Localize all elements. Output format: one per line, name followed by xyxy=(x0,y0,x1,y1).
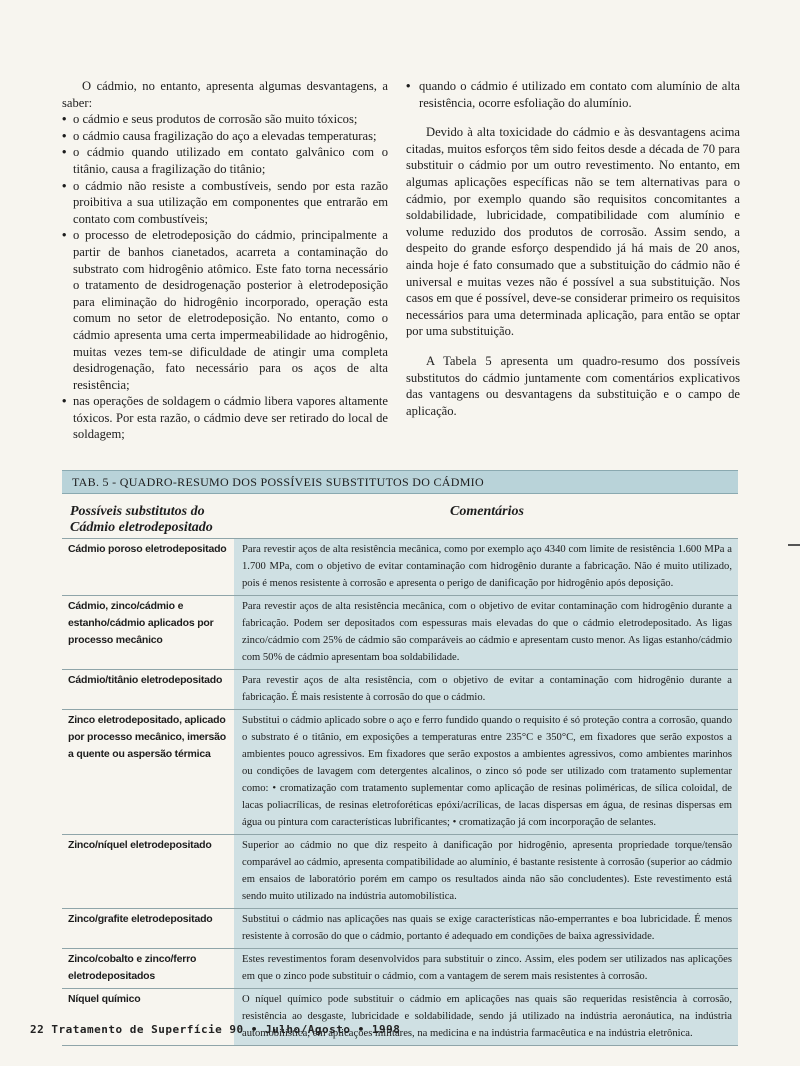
disadvantages-list xyxy=(62,111,388,443)
table-row xyxy=(62,669,738,709)
body-paragraph: A Tabela 5 apresenta um quadro-resumo dos possíveis substitutos do cádmio juntamente com comentários explicativos das vantagens ou desvantagens da substituição e o campo de aplicação. xyxy=(406,353,740,418)
table-row xyxy=(62,709,738,834)
list-item: • nas operações de soldagem o cádmio libera vapores altamente tóxicos. Por esta razão, o cádmio deve ser retirado do local de soldagem; xyxy=(62,393,388,443)
substitute-name: Níquel químico xyxy=(68,993,141,1005)
table-title: TAB. 5 - QUADRO-RESUMO DOS POSSÍVEIS SUBSTITUTOS DO CÁDMIO xyxy=(62,470,738,494)
substitute-name: Zinco/grafite eletrodepositado xyxy=(68,913,213,925)
substitute-comment: Para revestir aços de alta resistência mecânica, como por exemplo aço 4340 com limite de resistência 1.600 MPa a 1.700 MPa, com o objetivo de evitar contaminação com hidrogênio durante a fabricação. Não é muito utilizado, pois é menos resistente à corrosão e apresenta o perigo de danificação por hidrogênio após deposição. xyxy=(234,539,738,595)
margin-mark xyxy=(788,544,800,546)
table-row xyxy=(62,908,738,948)
substitute-name: Zinco eletrodepositado, aplicado por processo mecânico, imersão a quente ou aspersão térmica xyxy=(68,714,226,760)
list-item: • o cádmio e seus produtos de corrosão são muito tóxicos; xyxy=(62,111,388,128)
page-footer: 22 Tratamento de Superfície 90 • Julho/Agosto • 1998 xyxy=(30,1023,401,1036)
table-header xyxy=(62,502,738,536)
table-row xyxy=(62,988,738,1046)
table-body xyxy=(62,538,738,1046)
substitute-comment: Superior ao cádmio no que diz respeito à danificação por hidrogênio, apresenta propriedade torque/tensão comparável ao cádmio, apresenta compatibilidade ao alumínio, é bastante resistente à corrosão (superior ao cádmio em ensaios de laboratório porém em campo os resultados ainda não são concludentes). Este revestimento está sendo muito utilizado na indústria automobilística. xyxy=(234,835,738,908)
right-column xyxy=(406,78,740,419)
table-row xyxy=(62,948,738,988)
intro-paragraph: O cádmio, no entanto, apresenta algumas desvantagens, a saber: xyxy=(62,79,388,110)
table-row xyxy=(62,834,738,908)
list-item: • o cádmio não resiste a combustíveis, sendo por esta razão proibitiva a sua utilização em componentes que entrarão em contato com combustíveis; xyxy=(62,178,388,228)
table-row xyxy=(62,538,738,595)
substitutes-table xyxy=(62,470,738,1046)
header-comments: Comentários xyxy=(450,504,524,519)
substitute-name: Cádmio poroso eletrodepositado xyxy=(68,543,227,555)
substitute-name: Cádmio/titânio eletrodepositado xyxy=(68,674,223,686)
substitute-comment: Estes revestimentos foram desenvolvidos para substituir o zinco. Assim, eles podem ser utilizados nas aplicações em que o zinco pode substituir o cádmio, com a vantagem de serem mais resistentes à corrosão. xyxy=(234,949,738,988)
continued-list xyxy=(406,78,740,111)
list-item: • o cádmio causa fragilização do aço a elevadas temperaturas; xyxy=(62,128,388,145)
substitute-name: Cádmio, zinco/cádmio e estanho/cádmio aplicados por processo mecânico xyxy=(68,600,214,646)
substitute-comment: O níquel químico pode substituir o cádmio em aplicações nas quais são requeridas resistência à corrosão, resistência ao desgaste, lubricidade e soldabilidade, sendo já utilizado na indústria aeronáutica, na indústria automobilística, em aplicações militares, na medicina e na indústria farmacêutica e na indústria eletrônica. xyxy=(234,989,738,1045)
substitute-comment: Substitui o cádmio nas aplicações nas quais se exige características não-emperrantes e boa lubricidade. É menos resistente à corrosão do que o cádmio, portanto é adequado em condições de baixa agressividade. xyxy=(234,909,738,948)
table-row xyxy=(62,595,738,669)
body-paragraph: Devido à alta toxicidade do cádmio e às desvantagens acima citadas, muitos esforços têm sido feitos desde a década de 70 para substituir o cádmio por um outro revestimento. No entanto, em algumas aplicações específicas não se tem alternativas para o cádmio, por exemplo quando são requisitos concomitantes a soldabilidade, lubricidade, compatibilidade com alumínio e volume reduzido dos produtos de corrosão. Assim sendo, a despeito do grande esforço despendido já há mais de 20 anos, ainda hoje é fato consumado que a substituição do cádmio não é universal e muitas vezes não é possível a sua substituição. Nos casos em que é possível, deve-se considerar primeiro os requisitos necessários para uma determinada aplicação, para então se optar por uma substituição. xyxy=(406,125,740,339)
header-substitutes: Possíveis substitutos do Cádmio eletrodepositado xyxy=(70,504,213,535)
substitute-name: Zinco/níquel eletrodepositado xyxy=(68,839,212,851)
left-column xyxy=(62,78,388,443)
substitute-comment: Para revestir aços de alta resistência mecânica, com o objetivo de evitar contaminação com hidrogênio durante a fabricação. Podem ser depositados com espessuras mais elevadas do que o cádmio eletrodepositado. As ligas zinco/cádmio com 25% de cádmio são comparáveis ao cádmio e apresentam custo menor. As ligas estanho/cádmio com 50% de cádmio apresentam boa soldabilidade. xyxy=(234,596,738,669)
substitute-comment: Substitui o cádmio aplicado sobre o aço e ferro fundido quando o requisito é só proteção contra a corrosão, quando o substrato é o titânio, em exposições a temperaturas entre 235°C e 350°C, em fixadores que serão expostos a ambientes pouco agressivos. Em fixadores que serão expostos a ambientes agressivos, como ambientes marinhos ou condições de lavagem com detergentes alcalinos, o zinco só pode ser utilizado com tratamento suplementar como: • cromatização com tratamento suplementar como aplicação de resinas poliméricas, de sílica coloidal, de lacas poliacrílicas, de resinas eletroforéticas epóxi/acrílicas, de lacas dispersas em água, de resinas dispersas em água ou pintura com características lubrificantes; • cromatização já com incorporação de selantes. xyxy=(234,710,738,834)
list-item: • quando o cádmio é utilizado em contato com alumínio de alta resistência, ocorre esfoliação do alumínio. xyxy=(406,78,740,111)
substitute-name: Zinco/cobalto e zinco/ferro eletrodepositados xyxy=(68,953,197,982)
list-item: • o processo de eletrodeposição do cádmio, principalmente a partir de banhos cianetados, acarreta a contaminação do substrato com hidrogênio atômico. Este fato torna necessário o tratamento de desidrogenação posterior à eletrodeposição para eliminação do hidrogênio incorporado, operação esta comum no setor de eletrodeposição. No entanto, como o cádmio apresenta uma certa impermeabilidade ao hidrogênio, muitas vezes tem-se dificuldade de atingir uma completa desidrogenação, fato necessário para os aços de alta resistência; xyxy=(62,227,388,393)
substitute-comment: Para revestir aços de alta resistência, com o objetivo de evitar a contaminação com hidrogênio durante a fabricação. É mais resistente à corrosão do que o cádmio. xyxy=(234,670,738,709)
list-item: • o cádmio quando utilizado em contato galvânico com o titânio, causa a fragilização do titânio; xyxy=(62,144,388,177)
